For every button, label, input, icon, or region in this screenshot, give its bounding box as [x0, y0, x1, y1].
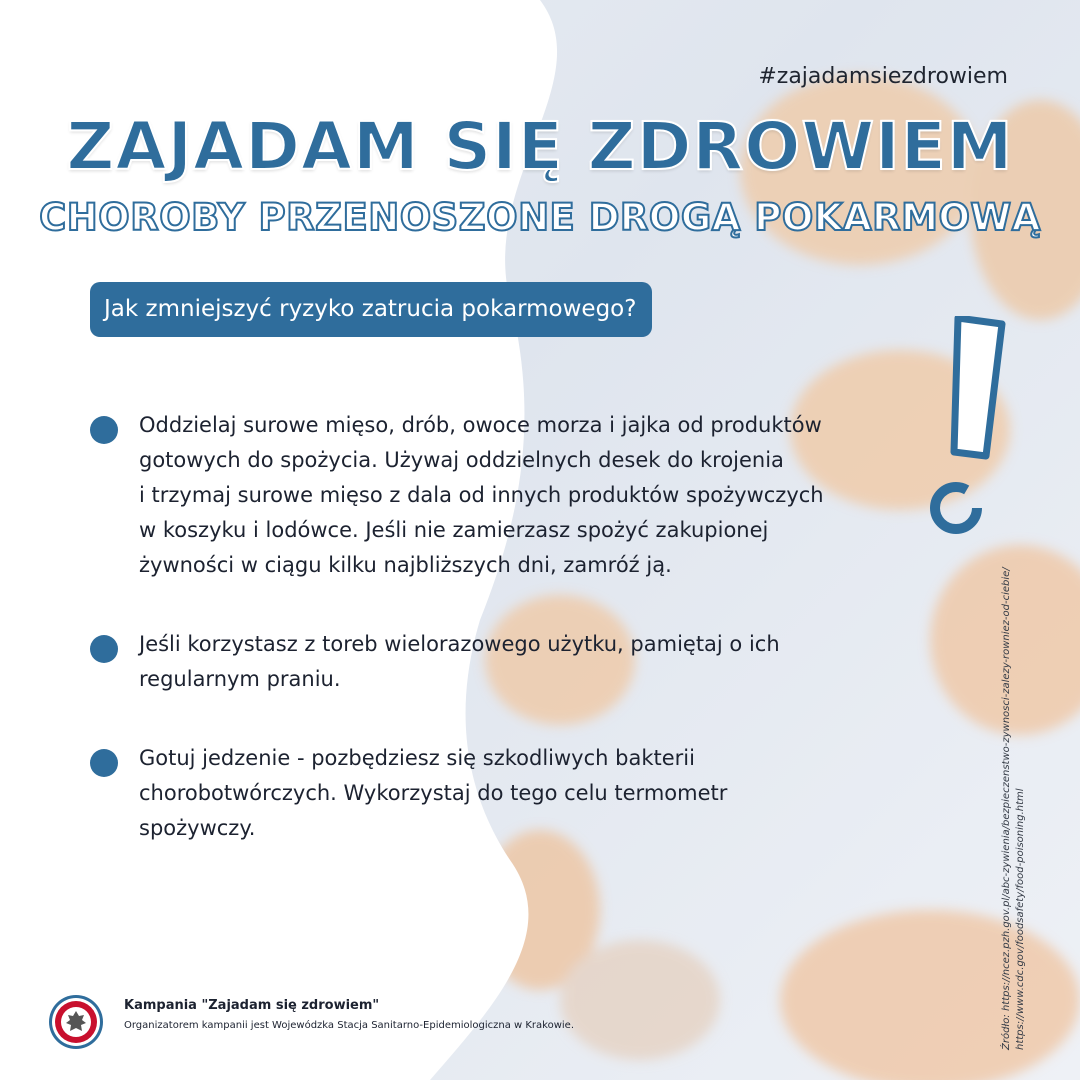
tip-line: Jeśli korzystasz z toreb wielorazowego użytku, pamiętaj o ich	[139, 632, 780, 656]
tip-line: gotowych do spożycia. Używaj oddzielnych desek do krojenia	[139, 448, 784, 472]
tip-line: żywności w ciągu kilku najbliższych dni, zamróź ją.	[139, 553, 672, 577]
source-link[interactable]: https://www.cdc.gov/foodsafety/food-poisoning.html	[1015, 788, 1026, 1050]
list-item	[90, 741, 880, 846]
sanitary-inspection-logo-icon	[48, 994, 104, 1050]
list-item	[90, 408, 880, 583]
tips-list	[90, 408, 880, 890]
exclamation-icon	[920, 316, 1020, 546]
tip-line: regularnym praniu.	[139, 667, 341, 691]
bullet-dot-icon	[90, 635, 118, 663]
campaign-organizer: Organizatorem kampanii jest Wojewódzka Stacja Sanitarno-Epidemiologiczna w Krakowie.	[124, 1020, 575, 1031]
page-subtitle: CHOROBY PRZENOSZONE DROGĄ POKARMOWĄ	[39, 196, 1041, 239]
tip-line: Oddzielaj surowe mięso, drób, owoce morza i jajka od produktów	[139, 413, 822, 437]
page-title: ZAJADAM SIĘ ZDROWIEM	[66, 108, 1014, 185]
tip-line: spożywczy.	[139, 816, 256, 840]
tip-line: i trzymaj surowe mięso z dala od innych produktów spożywczych	[139, 483, 824, 507]
tip-line: chorobotwórczych. Wykorzystaj do tego celu termometr	[139, 781, 728, 805]
tip-line: w koszyku i lodówce. Jeśli nie zamierzasz spożyć zakupionej	[139, 518, 769, 542]
source-link[interactable]: Źródło: https://ncez.pzh.gov.pl/abc-zywienia/bezpieczenstwo-zywnosci-zalezy-rowniez-od-ciebie/	[1001, 567, 1012, 1050]
hashtag: #zajadamsiezdrowiem	[758, 64, 1008, 89]
question-banner: Jak zmniejszyć ryzyko zatrucia pokarmowego?	[90, 282, 652, 337]
bullet-dot-icon	[90, 749, 118, 777]
campaign-title: Kampania "Zajadam się zdrowiem"	[124, 998, 380, 1013]
tip-line: Gotuj jedzenie - pozbędziesz się szkodliwych bakterii	[139, 746, 695, 770]
source-note	[1000, 567, 1028, 1050]
list-item	[90, 627, 880, 697]
bullet-dot-icon	[90, 416, 118, 444]
